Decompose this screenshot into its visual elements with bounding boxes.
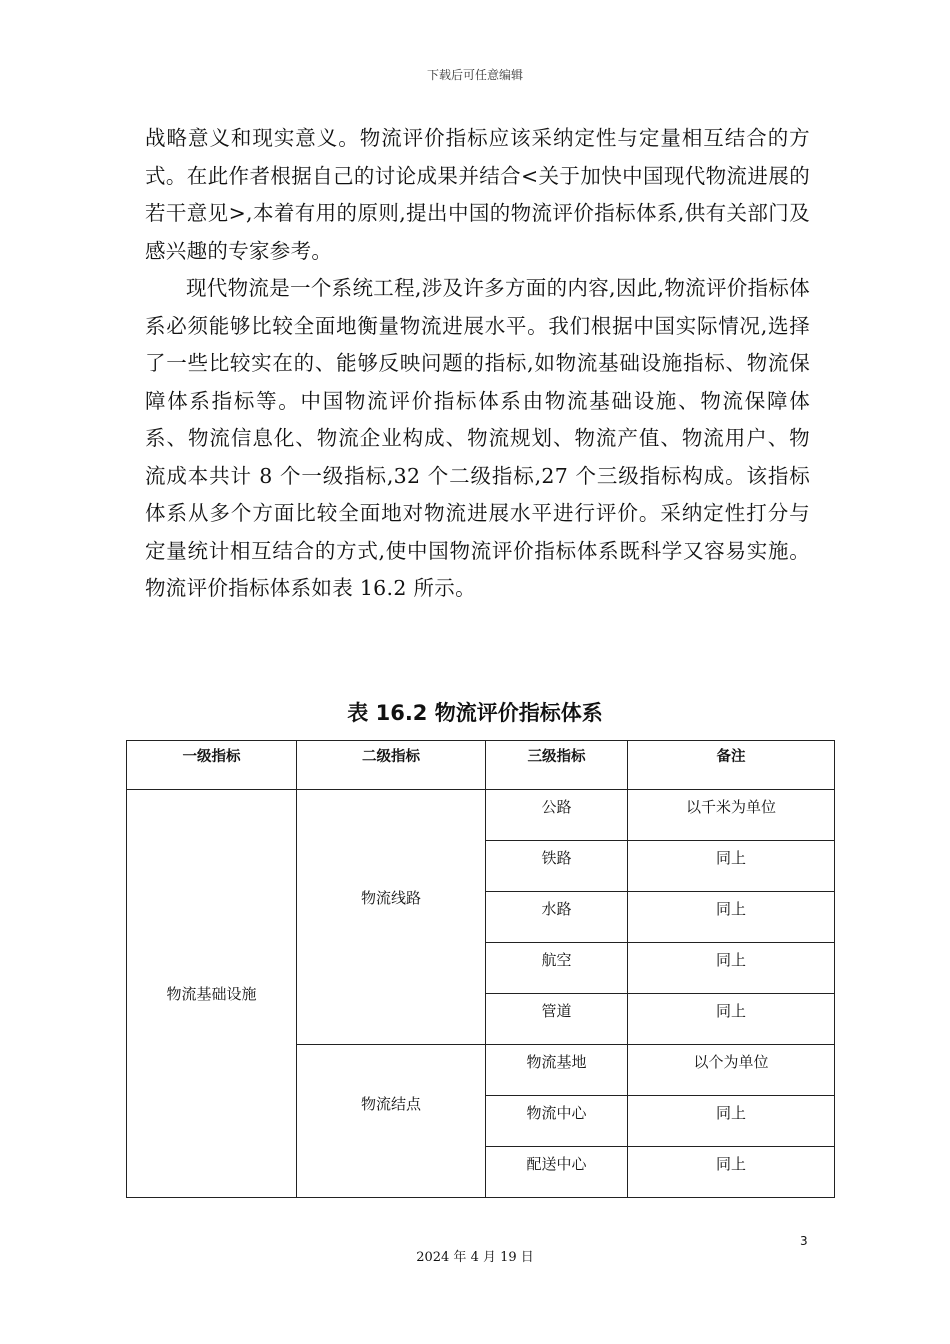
table-caption: 表 16.2 物流评价指标体系 xyxy=(347,701,603,725)
paragraph-2: 现代物流是一个系统工程,涉及许多方面的内容,因此,物流评价指标体系必须能够比较全面地衡量物流进展水平。我们根据中国实际情况,选择了一些比较实在的、能够反映问题的指标,如物流基础设施指标、物流保障体系指标等。中国物流评价指标体系由物流基础设施、物流保障体系、物流信息化、物流企业构成、物流规划、物流产值、物流用户、物流成本共计 8 个一级指标,32 个二级指标,27 个三级指标构成。该指标体系从多个方面比较全面地对物流进展水平进行评价。采纳定性打分与定量统计相互结合的方式,使中国物流评价指标体系既科学又容易实施。物流评价指标体系如表 16.2 所示。 xyxy=(145,276,810,600)
level3-cell: 水路 xyxy=(486,892,628,943)
note-cell: 同上 xyxy=(628,994,835,1045)
header-level3: 三级指标 xyxy=(486,741,628,790)
footer-date: 2024 年 4 月 19 日 xyxy=(416,1250,534,1265)
note-cell: 以个为单位 xyxy=(628,1045,835,1096)
level3-cell: 公路 xyxy=(486,790,628,841)
page-header: 下载后可任意编辑 xyxy=(426,68,523,82)
table-row xyxy=(127,790,835,841)
body-text xyxy=(145,120,810,608)
note-cell: 同上 xyxy=(628,1096,835,1147)
level3-cell: 物流基地 xyxy=(486,1045,628,1096)
level2-cell: 物流线路 xyxy=(297,790,486,1045)
header-level2: 二级指标 xyxy=(297,741,486,790)
level3-cell: 配送中心 xyxy=(486,1147,628,1198)
level3-cell: 铁路 xyxy=(486,841,628,892)
note-cell: 同上 xyxy=(628,841,835,892)
level3-cell: 航空 xyxy=(486,943,628,994)
note-cell: 同上 xyxy=(628,892,835,943)
level2-cell: 物流结点 xyxy=(297,1045,486,1198)
header-level1: 一级指标 xyxy=(127,741,297,790)
page-number: 3 xyxy=(800,1234,808,1248)
note-cell: 同上 xyxy=(628,943,835,994)
table-header-row xyxy=(127,741,835,790)
note-cell: 以千米为单位 xyxy=(628,790,835,841)
header-note: 备注 xyxy=(628,741,835,790)
level1-cell: 物流基础设施 xyxy=(127,790,297,1198)
metrics-table xyxy=(126,740,835,1198)
note-cell: 同上 xyxy=(628,1147,835,1198)
level3-cell: 物流中心 xyxy=(486,1096,628,1147)
paragraph-1: 战略意义和现实意义。物流评价指标应该采纳定性与定量相互结合的方式。在此作者根据自己的讨论成果并结合<关于加快中国现代物流进展的若干意见>,本着有用的原则,提出中国的物流评价指标体系,供有关部门及感兴趣的专家参考。 xyxy=(145,126,810,263)
level3-cell: 管道 xyxy=(486,994,628,1045)
